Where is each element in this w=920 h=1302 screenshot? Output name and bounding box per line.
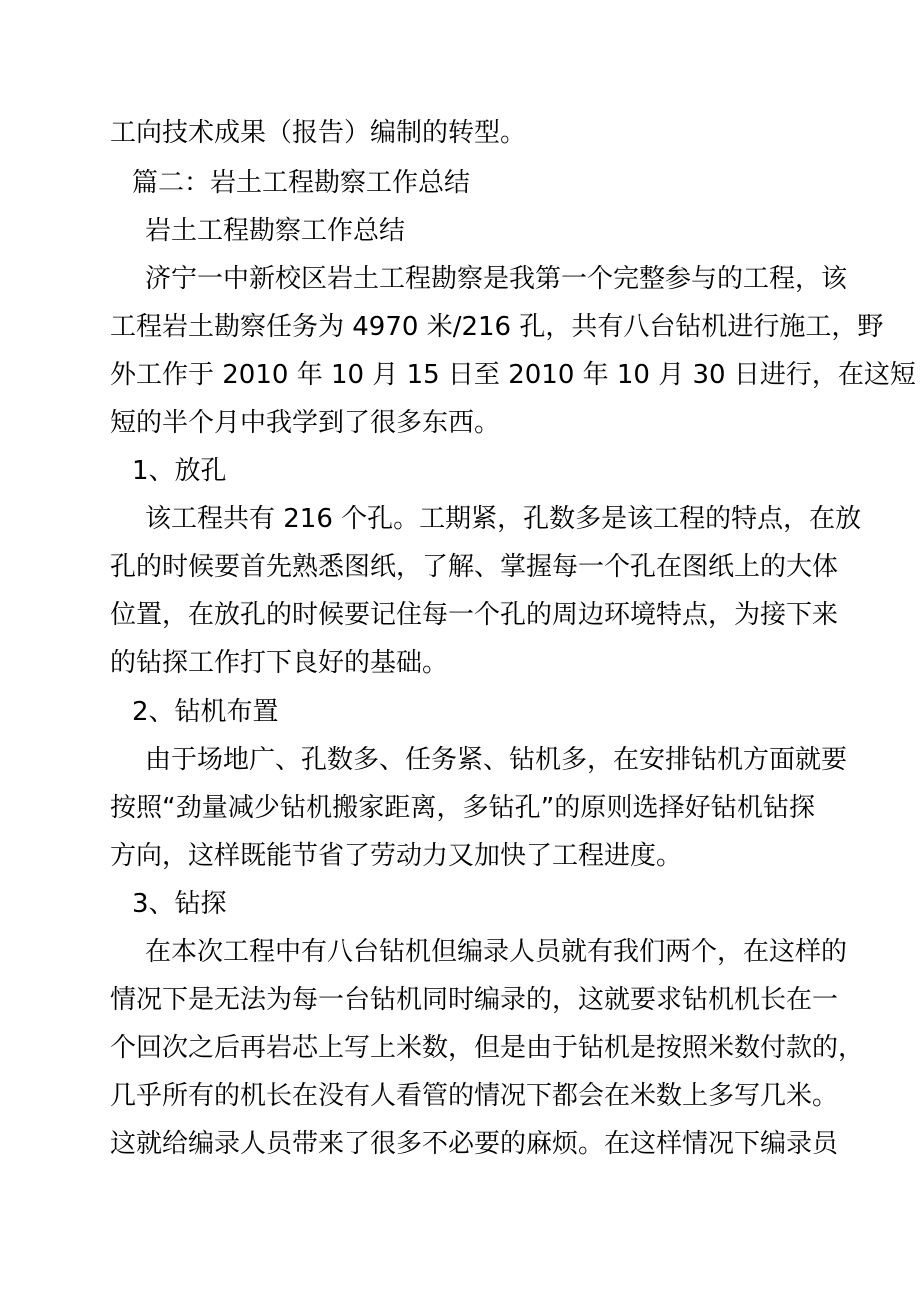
paragraph-line: 位置，在放孔的时候要记住每一个孔的周边环境特点，为接下来 — [110, 600, 839, 630]
paragraph-line: 按照“劲量减少钻机搬家距离，多钻孔”的原则选择好钻机钻探 — [110, 793, 815, 823]
paragraph-line: 情况下是无法为每一台钻机同时编录的，这就要求钻机机长在一 — [110, 985, 839, 1015]
paragraph-line: 方向，这样既能节省了劳动力又加快了工程进度。 — [110, 841, 683, 871]
paragraph-line: 济宁一中新校区岩土工程勘察是我第一个完整参与的工程，该 — [145, 264, 848, 294]
subheading: 1、放孔 — [132, 456, 227, 486]
paragraph-line: 孔的时候要首先熟悉图纸，了解、掌握每一个孔在图纸上的大体 — [110, 552, 839, 582]
paragraph-line: 该工程共有 216 个孔。工期紧，孔数多是该工程的特点，在放 — [145, 504, 862, 534]
paragraph-line: 外工作于 2010 年 10 月 15 日至 2010 年 10 月 30 日进行，在这短 — [110, 360, 916, 390]
paragraph-line: 短的半个月中我学到了很多东西。 — [110, 408, 501, 438]
paragraph-line: 工程岩土勘察任务为 4970 米/216 孔，共有八台钻机进行施工，野 — [110, 312, 884, 342]
subheading: 2、钻机布置 — [132, 697, 279, 727]
paragraph-line: 几乎所有的机长在没有人看管的情况下都会在米数上多写几米。 — [110, 1081, 839, 1111]
paragraph-line: 由于场地广、孔数多、任务紧、钻机多，在安排钻机方面就要 — [145, 745, 848, 775]
paragraph-line: 在本次工程中有八台钻机但编录人员就有我们两个，在这样的 — [145, 937, 848, 967]
paragraph-line: 个回次之后再岩芯上写上米数，但是由于钻机是按照米数付款的， — [110, 1033, 865, 1063]
document-title: 岩土工程勘察工作总结 — [145, 216, 406, 246]
paragraph-line: 这就给编录人员带来了很多不必要的麻烦。在这样情况下编录员 — [110, 1129, 839, 1159]
paragraph-line: 的钻探工作打下良好的基础。 — [110, 648, 449, 678]
section-title: 篇二：岩土工程勘察工作总结 — [132, 168, 471, 198]
text-line: 工向技术成果（报告）编制的转型。 — [110, 118, 527, 148]
subheading: 3、钻探 — [132, 889, 227, 919]
